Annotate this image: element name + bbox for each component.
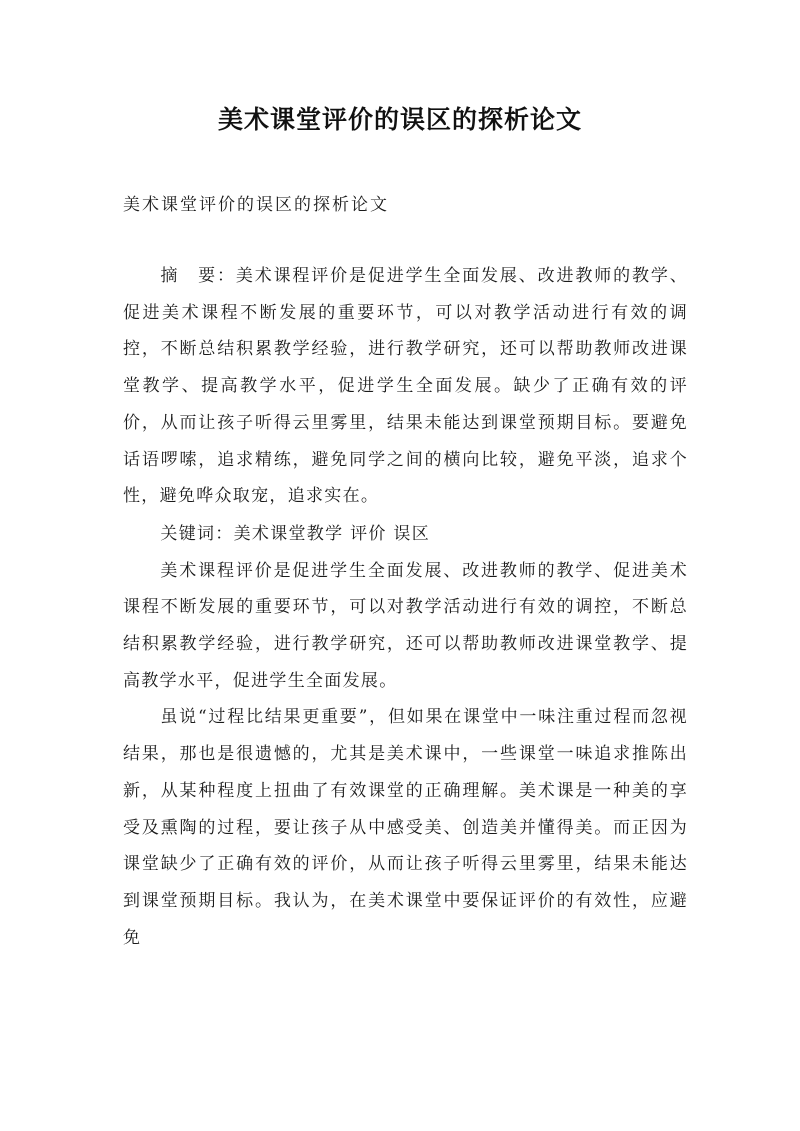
body-paragraph: 虽说“过程比结果更重要”，但如果在课堂中一味注重过程而忽视结果，那也是很遗憾的，尤其是美术课中，一些课堂一味追求推陈出新，从某种程度上扭曲了有效课堂的正确理解。美术课是一种美的享受及熏陶的过程，要让孩子从中感受美、创造美并懂得美。而正因为课堂缺少了正确有效的评价，从而让孩子听得云里雾里，结果未能达到课堂预期目标。我认为，在美术课堂中要保证评价的有效性，应避免	[123, 707, 688, 948]
body-paragraph: 美术课程评价是促进学生全面发展、改进教师的教学、促进美术课程不断发展的重要环节，可以对教学活动进行有效的调控，不断总结积累教学经验，进行教学研究，还可以帮助教师改进课堂教学、提高教学水平，促进学生全面发展。	[123, 560, 688, 691]
document-subtitle: 美术课堂评价的误区的探析论文	[123, 195, 389, 215]
document-title: 美术课堂评价的误区的探析论文	[217, 105, 582, 134]
document-body	[123, 258, 688, 956]
abstract-paragraph: 摘 要：美术课程评价是促进学生全面发展、改进教师的教学、促进美术课程不断发展的重要环节，可以对教学活动进行有效的调控，不断总结积累教学经验，进行教学研究，还可以帮助教师改进课堂教学、提高教学水平，促进学生全面发展。缺少了正确有效的评价，从而让孩子听得云里雾里，结果未能达到课堂预期目标。要避免话语啰嗦，追求精练，避免同学之间的横向比较，避免平淡，追求个性，避免哗众取宠，追求实在。	[123, 266, 688, 507]
keywords-paragraph: 关键词：美术课堂教学 评价 误区	[160, 523, 430, 544]
